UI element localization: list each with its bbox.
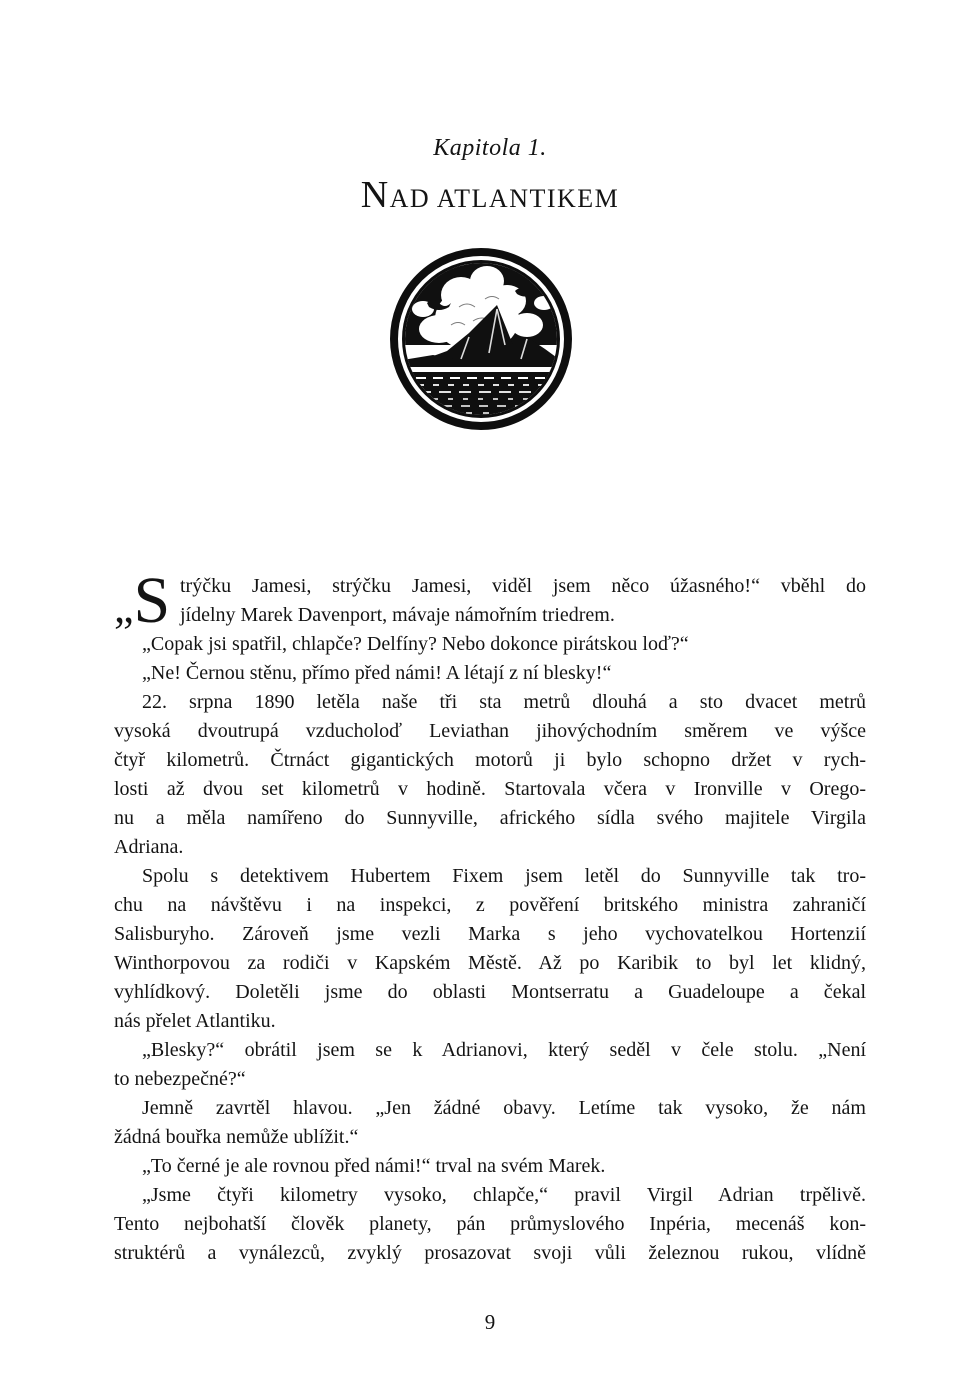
text-line: „Blesky?“ obrátil jsem se k Adrianovi, který seděl v čele stolu. „Není <box>142 1039 866 1061</box>
text-line: nás přelet Atlantiku. <box>114 1010 276 1032</box>
text-line: struktérů a vynálezců, zvyklý prosazovat svoji vůli železnou rukou, vlídně <box>114 1242 866 1264</box>
text-line: čtyř kilometrů. Čtrnáct gigantických motorů ji bylo schopno držet v rych- <box>114 749 866 771</box>
text-line: Adriana. <box>114 836 184 858</box>
chapter-title: NAD ATLANTIKEM <box>360 174 620 216</box>
paragraph <box>114 1036 866 1094</box>
drop-cap-quote: „ <box>114 583 134 632</box>
drop-cap <box>114 564 180 637</box>
text-line: jídelny Marek Davenport, mávaje námořním triedrem. <box>180 604 615 626</box>
text-line: žádná bouřka nemůže ublížit.“ <box>114 1126 359 1148</box>
drop-cap-letter: S <box>133 564 171 637</box>
paragraph <box>114 630 866 659</box>
drop-cap-lines <box>180 572 866 630</box>
paragraph <box>114 1094 866 1152</box>
text-line: 22. srpna 1890 letěla naše tři sta metrů dlouhá a sto dvacet metrů <box>142 691 866 713</box>
chapter-number: Kapitola 1. <box>433 135 547 161</box>
chapter-illustration <box>389 247 573 431</box>
text-line: Salisburyho. Zároveň jsme vezli Marka s jeho vychovatelkou Hortenzií <box>114 923 866 945</box>
text-line: Winthorpovou za rodiči v Kapském Městě. Až po Karibik to byl let klidný, <box>114 952 866 974</box>
paragraph <box>114 1152 866 1181</box>
sea-storm-vignette-icon <box>389 247 573 431</box>
text-line: losti až dvou set kilometrů v hodině. Startovala včera v Ironville v Orego- <box>114 778 866 800</box>
paragraph <box>114 1181 866 1268</box>
text-line: Spolu s detektivem Hubertem Fixem jsem letěl do Sunnyville tak tro- <box>142 865 866 887</box>
page-number: 9 <box>484 1310 496 1334</box>
text-line: vysoká dvoutrupá vzducholoď Leviathan jihovýchodním směrem ve výšce <box>114 720 866 742</box>
text-line: „Ne! Černou stěnu, přímo před námi! A létají z ní blesky!“ <box>142 662 612 684</box>
text-line: trýčku Jamesi, strýčku Jamesi, viděl jsem něco úžasného!“ vběhl do <box>180 575 866 597</box>
paragraph <box>114 862 866 1036</box>
text-line: „To černé je ale rovnou před námi!“ trval na svém Marek. <box>142 1155 606 1177</box>
body-text <box>114 564 866 1268</box>
text-line: Tento nejbohatší člověk planety, pán průmyslového Inpéria, mecenáš kon- <box>114 1213 866 1235</box>
text-line: Jemně zavrtěl hlavou. „Jen žádné obavy. Letíme tak vysoko, že nám <box>142 1097 866 1119</box>
paragraph <box>114 659 866 688</box>
text-line: „Jsme čtyři kilometry vysoko, chlapče,“ pravil Virgil Adrian trpělivě. <box>142 1184 866 1206</box>
text-line: vyhlídkový. Doletěli jsme do oblasti Montserratu a Guadeloupe a čekal <box>114 981 866 1003</box>
paragraph <box>114 564 866 637</box>
paragraph <box>114 688 866 862</box>
text-line: chu na návštěvu i na inspekci, z pověření britského ministra zahraničí <box>114 894 866 916</box>
text-line: „Copak jsi spatřil, chlapče? Delfíny? Nebo dokonce pirátskou loď?“ <box>142 633 689 655</box>
text-line: to nebezpečné?“ <box>114 1068 246 1090</box>
text-line: nu a měla namířeno do Sunnyville, afrického sídla svého majitele Virgila <box>114 807 866 829</box>
